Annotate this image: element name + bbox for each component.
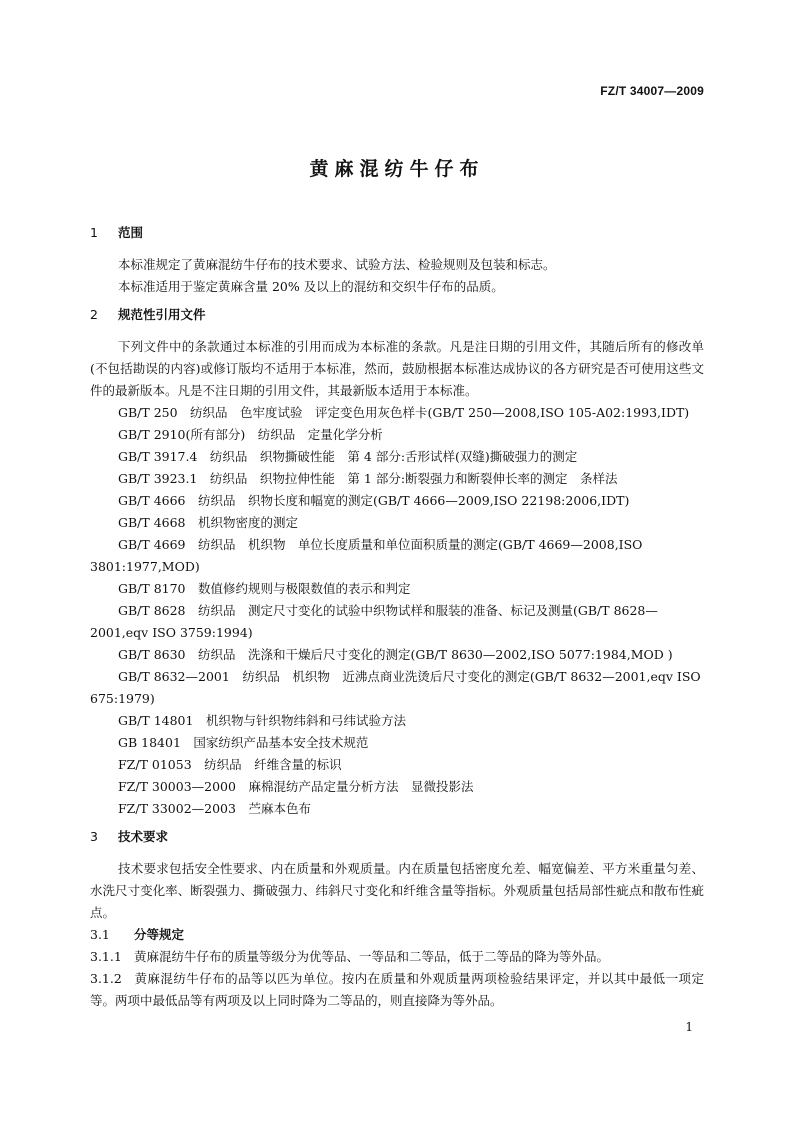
- clause-number: 3.1.1: [90, 949, 122, 964]
- reference-item: GB/T 4668 机织物密度的测定: [118, 515, 299, 530]
- clause-number: 3.1.2: [90, 971, 122, 986]
- section-number: 3: [90, 829, 98, 844]
- section-number: 2: [90, 307, 98, 322]
- subsection-heading-grading: [90, 924, 704, 946]
- scope-paragraph: 本标准规定了黄麻混纺牛仔布的技术要求、试验方法、检验规则及包装和标志。: [118, 257, 556, 272]
- reference-item: FZ/T 01053 纺织品 纤维含量的标识: [118, 757, 342, 772]
- clause: [90, 968, 704, 1012]
- reference-item: GB/T 14801 机织物与针织物纬斜和弓纬试验方法: [118, 713, 406, 728]
- reference-item: GB/T 4669 纺织品 机织物 单位长度质量和单位面积质量的测定(GB/T 4669—2008,ISO 3801:1977,MOD): [90, 537, 643, 574]
- subsection-label: 分等规定: [134, 927, 185, 942]
- scope-paragraph: 本标准适用于鉴定黄麻含量 20% 及以上的混纺和交织牛仔布的品质。: [118, 279, 504, 294]
- section-label: 范围: [118, 225, 144, 240]
- reference-item: GB 18401 国家纺织产品基本安全技术规范: [118, 735, 369, 750]
- reference-item: GB/T 250 纺织品 色牢度试验 评定变色用灰色样卡(GB/T 250—2008,ISO 105-A02:1993,IDT): [118, 405, 690, 420]
- reference-item: GB/T 3917.4 纺织品 织物撕破性能 第 4 部分:舌形试样(双缝)撕破强力的测定: [118, 449, 578, 464]
- reference-item: GB/T 3923.1 纺织品 织物拉伸性能 第 1 部分:断裂强力和断裂伸长率的测定 条样法: [118, 471, 618, 486]
- page-number: 1: [685, 1020, 693, 1034]
- requirements-intro: 技术要求包括安全性要求、内在质量和外观质量。内在质量包括密度允差、幅宽偏差、平方米重量匀差、水洗尺寸变化率、断裂强力、撕破强力、纬斜尺寸变化和纤维含量等指标。外观质量包括局部性疵点和散布性疵点。: [90, 861, 704, 920]
- reference-item: GB/T 8628 纺织品 测定尺寸变化的试验中织物试样和服装的准备、标记及测量(GB/T 8628—2001,eqv ISO 3759:1994): [90, 603, 658, 640]
- reference-item: GB/T 8170 数值修约规则与极限数值的表示和判定: [118, 581, 411, 596]
- reference-item: FZ/T 30003—2000 麻棉混纺产品定量分析方法 显微投影法: [118, 779, 474, 794]
- references-intro: 下列文件中的条款通过本标准的引用而成为本标准的条款。凡是注日期的引用文件，其随后所有的修改单(不包括勘误的内容)或修订版均不适用于本标准，然而，鼓励根据本标准达成协议的各方研究是否可使用这些文件的最新版本。凡是不注日期的引用文件，其最新版本适用于本标准。: [90, 339, 704, 398]
- section-number: 1: [90, 225, 98, 240]
- clause-text: 黄麻混纺牛仔布的品等以匹为单位。按内在质量和外观质量两项检验结果评定，并以其中最低一项定等。两项中最低品等有两项及以上同时降为二等品的，则直接降为等外品。: [90, 971, 704, 1008]
- reference-item: GB/T 8630 纺织品 洗涤和干燥后尺寸变化的测定(GB/T 8630—2002,ISO 5077:1984,MOD ): [118, 647, 673, 662]
- reference-item: GB/T 4666 纺织品 织物长度和幅宽的测定(GB/T 4666—2009,ISO 22198:2006,IDT): [118, 493, 630, 508]
- document-body: [90, 222, 704, 1012]
- standard-code: FZ/T 34007—2009: [600, 84, 704, 98]
- reference-item: FZ/T 33002—2003 苎麻本色布: [118, 801, 311, 816]
- reference-item: GB/T 2910(所有部分) 纺织品 定量化学分析: [118, 427, 383, 442]
- clause: [90, 946, 704, 968]
- section-heading-technical-requirements: [90, 826, 704, 848]
- clause-text: 黄麻混纺牛仔布的质量等级分为优等品、一等品和二等品，低于二等品的降为等外品。: [134, 949, 610, 964]
- document-title: 黄麻混纺牛仔布: [309, 158, 485, 180]
- section-heading-scope: [90, 222, 704, 244]
- section-label: 技术要求: [118, 829, 169, 844]
- section-label: 规范性引用文件: [118, 307, 206, 322]
- subsection-number: 3.1: [90, 927, 110, 942]
- section-heading-normative-references: [90, 304, 704, 326]
- reference-item: GB/T 8632—2001 纺织品 机织物 近沸点商业洗烫后尺寸变化的测定(GB/T 8632—2001,eqv ISO 675:1979): [90, 669, 701, 706]
